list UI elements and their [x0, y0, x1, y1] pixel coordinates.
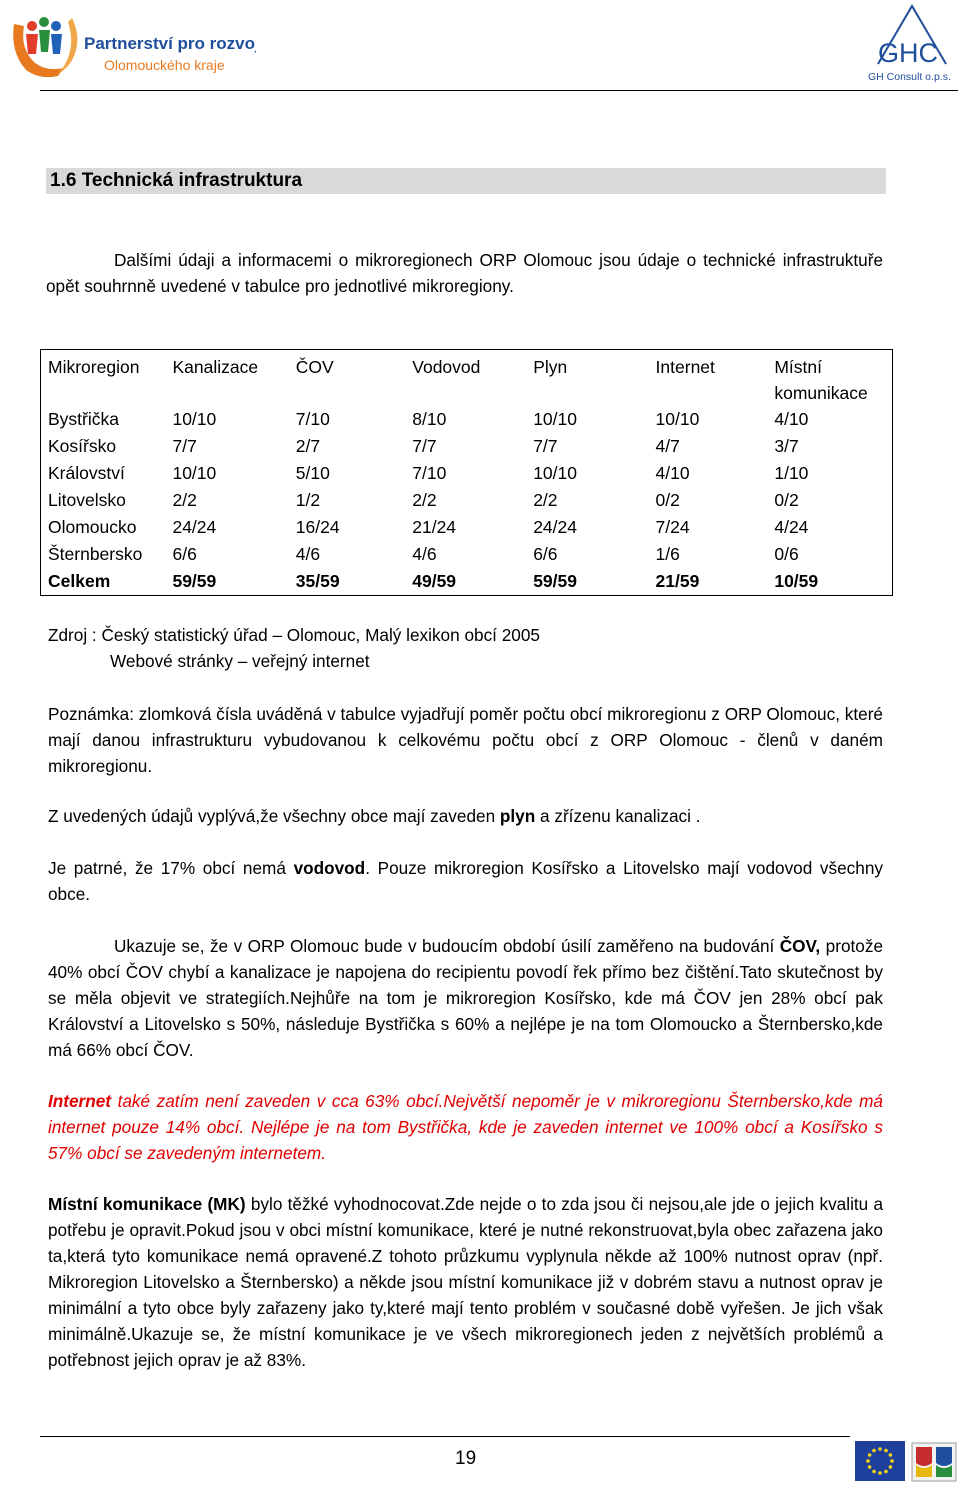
col-header-vodovod: Vodovod [412, 357, 481, 377]
cov-text-before: Ukazuje se, že v ORP Olomouc bude v budoucím období úsilí zaměřeno na budování [114, 936, 780, 956]
source-line-1: Zdroj : Český statistický úřad – Olomouc, Malý lexikon obcí 2005 [48, 625, 540, 645]
value-cell: 0/2 [655, 490, 680, 510]
value-cell: 3/7 [774, 436, 799, 456]
partnership-logo [6, 4, 256, 84]
value-cell: 4/10 [774, 409, 809, 429]
value-cell: 6/6 [172, 544, 197, 564]
value-cell: 2/2 [172, 490, 197, 510]
total-cell: 59/59 [533, 571, 577, 591]
value-cell: 10/10 [655, 409, 700, 429]
water-bold: vodovod [293, 858, 366, 878]
row-label-cell: Království [48, 463, 125, 483]
value-cell: 10/10 [533, 409, 577, 429]
row-label-cell: Litovelsko [48, 490, 126, 510]
table-row [41, 541, 893, 568]
gas-text-before: Z uvedených údajů vyplývá,že všechny obce mají zaveden [48, 806, 500, 826]
value-cell: 8/10 [412, 409, 447, 429]
value-cell: 10/10 [533, 463, 577, 483]
value-cell: 2/7 [295, 436, 321, 456]
page-number: 19 [455, 1448, 477, 1469]
value-cell: 4/6 [412, 544, 437, 564]
ghc-logo [864, 2, 958, 86]
value-cell: 7/7 [533, 436, 558, 456]
value-cell: 2/2 [533, 490, 558, 510]
gas-paragraph [48, 803, 883, 829]
total-cell: 35/59 [295, 571, 340, 591]
value-cell: 4/7 [655, 436, 680, 456]
gas-bold: plyn [499, 806, 536, 826]
value-cell: 4/6 [295, 544, 321, 564]
col-header-mikroregion: Mikroregion [48, 357, 140, 377]
header-divider [40, 90, 958, 91]
value-cell: 2/2 [412, 490, 437, 510]
gas-text-after: a zřízenu kanalizaci . [535, 806, 701, 826]
value-cell: 0/2 [774, 490, 799, 510]
total-cell: 59/59 [172, 571, 217, 591]
local-roads-bold: Místní komunikace (MK) [48, 1194, 246, 1214]
table-row [41, 514, 893, 541]
value-cell: 4/24 [774, 517, 809, 537]
water-text-before: Je patrné, že 17% obcí nemá [48, 858, 294, 878]
intro-paragraph [46, 247, 883, 299]
col-header-plyn: Plyn [533, 357, 568, 377]
value-cell: 7/10 [412, 463, 447, 483]
row-label-cell: Bystřička [48, 409, 119, 429]
value-cell: 24/24 [533, 517, 577, 537]
water-paragraph [48, 855, 883, 907]
total-cell: 21/59 [655, 571, 700, 591]
col-header-mistni-komunikace: Místní komunikace [774, 357, 868, 403]
cov-paragraph [48, 933, 883, 1063]
total-cell: 49/59 [412, 571, 457, 591]
infrastructure-table [40, 349, 893, 596]
table-row [41, 487, 893, 514]
org-name-line2: Olomouckého kraje [104, 57, 225, 73]
value-cell: 16/24 [295, 517, 340, 537]
value-cell: 6/6 [533, 544, 558, 564]
region-flag-icon [910, 1441, 958, 1483]
table-row [41, 406, 893, 433]
value-cell: 7/7 [172, 436, 197, 456]
internet-paragraph [48, 1088, 883, 1166]
row-label-cell: Olomoucko [48, 517, 137, 537]
table-row [41, 433, 893, 460]
table-row [41, 460, 893, 487]
note-text: Poznámka: zlomková čísla uváděná v tabulce vyjadřují poměr počtu obcí mikroregionu z ORP Olomouc, které mají danou infrastrukturu vybudovanou k celkovému počtu obcí z ORP Olomouc - členů v daném mikroregionu. [48, 704, 883, 776]
value-cell: 1/6 [655, 544, 680, 564]
col-header-internet: Internet [655, 357, 715, 377]
cov-text-after: protože 40% obcí ČOV chybí a kanalizace je napojena do recipientu povodí řek přímo bez čištění.Tato skutečnost by se měla objevit ve strategiích.Nejhůře na tom je mikroregion Kosířsko, kde má ČOV jen 28% obcí pak Království a Litovelsko s 50%, následuje Bystřička s 60% a nejlépe je na tom Olomoucko a Šternbersko,kde má 66% obcí ČOV. [48, 936, 883, 1060]
cov-bold: ČOV, [779, 936, 821, 956]
row-label-cell: Kosířsko [48, 436, 117, 456]
table-total-row [41, 568, 893, 596]
value-cell: 1/10 [774, 463, 809, 483]
note-paragraph [48, 701, 883, 779]
local-roads-paragraph [48, 1191, 883, 1373]
value-cell: 7/7 [412, 436, 437, 456]
total-cell: 10/59 [774, 571, 819, 591]
intro-text: Dalšími údaji a informacemi o mikroregionech ORP Olomouc jsou údaje o technické infrastruktuře opět souhrnně uvedené v tabulce pro jednotlivé mikroregiony. [46, 250, 883, 296]
value-cell: 5/10 [295, 463, 330, 483]
org-name-line1: Partnerství pro rozvoj [84, 34, 256, 53]
section-title: 1.6 Technická infrastruktura [50, 170, 303, 191]
value-cell: 7/24 [655, 517, 690, 537]
ghc-name: GH Consult o.p.s. [868, 71, 951, 83]
local-roads-text: bylo těžké vyhodnocovat.Zde nejde o to zda jsou či nejsou,ale jde o jejich kvalitu a potřebu je opravit.Pokud jsou v obci místní komunikace, které je nutné rekonstruovat,byla obec zařazena jako ta,která tyto komunikace nemá opravené.Z tohoto průzkumu vyplynula někde až 100% nutnost oprav (npř. Mikroregion Litovelsko a Šternbersko) a někde jsou místní komunikace již v dobrém stavu a nutnost oprav je minimální a tyto obce byly zařazeny jako ty,které mají tento problém v současné době vyřešen. Je jich však minimálně.Ukazuje se, že místní komunikace je ve všech mikroregionech jeden z největších problémů a potřebnost jejich oprav je až 83%. [48, 1194, 884, 1370]
internet-text: také zatím není zaveden v cca 63% obcí.Největší nepoměr je v mikroregionu Šternbersko,kde má internet pouze 14% obcí. Nejlépe je na tom Bystřička, kde je zaveden internet ve 100% obcí a Kosířsko s 57% obcí se zavedeným internetem. [48, 1091, 883, 1163]
total-cell: Celkem [48, 571, 111, 591]
source-line-2: Webové stránky – veřejný internet [110, 651, 370, 671]
value-cell: 10/10 [172, 409, 217, 429]
internet-bold: Internet [48, 1091, 112, 1111]
table-header-row [41, 350, 893, 407]
value-cell: 4/10 [655, 463, 690, 483]
eu-flag-icon [855, 1441, 905, 1481]
value-cell: 0/6 [774, 544, 799, 564]
ghc-logo-text: GHC [878, 38, 938, 68]
value-cell: 7/10 [295, 409, 330, 429]
col-header-kanalizace: Kanalizace [172, 357, 259, 377]
water-text-after: . Pouze mikroregion Kosířsko a Litovelsko mají vodovod všechny obce. [48, 858, 883, 904]
col-header-cov: ČOV [295, 357, 334, 377]
footer-divider [40, 1436, 850, 1437]
value-cell: 1/2 [295, 490, 321, 510]
value-cell: 21/24 [412, 517, 457, 537]
value-cell: 10/10 [172, 463, 217, 483]
row-label-cell: Šternbersko [48, 544, 143, 564]
value-cell: 24/24 [172, 517, 217, 537]
